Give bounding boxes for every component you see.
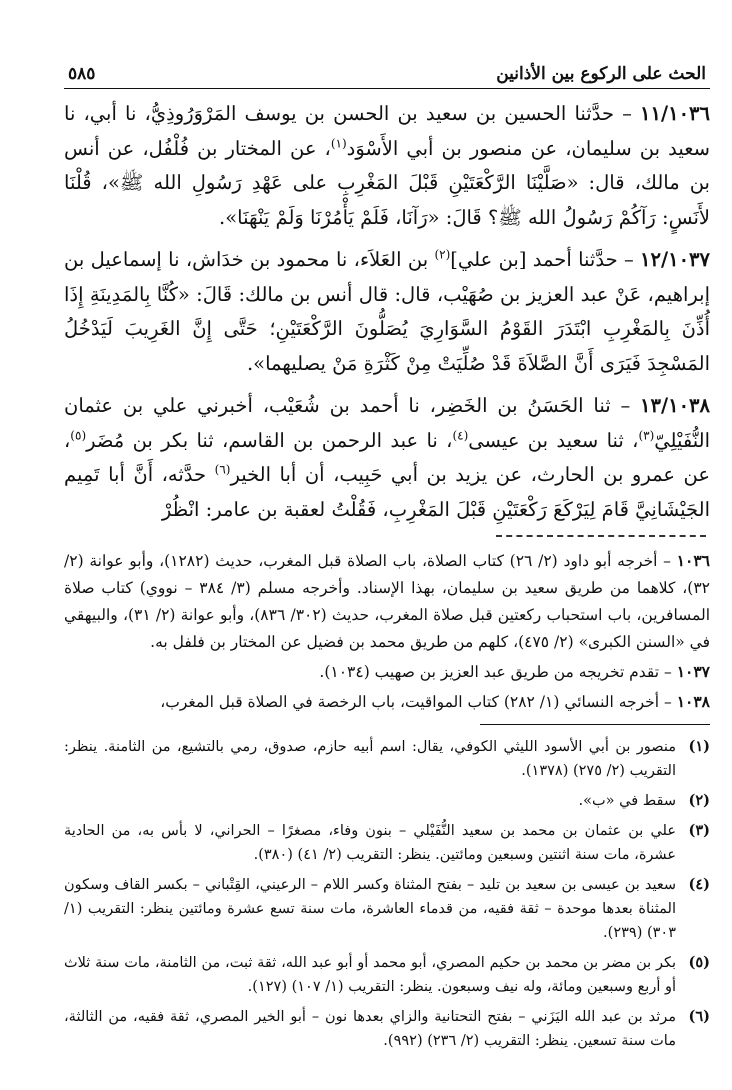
- takhrij-number: ١٠٣٧: [676, 662, 710, 681]
- footnotes-section: [64, 735, 710, 1053]
- footnote-number: (٣): [688, 822, 710, 839]
- takhrij-section: [64, 547, 710, 716]
- hadith-1037: [64, 243, 710, 381]
- takhrij-number: ١٠٣٦: [676, 551, 710, 570]
- hadith-1036: [64, 97, 710, 235]
- footnote-ref: (١): [330, 136, 347, 150]
- footnote-ref: (٢): [434, 247, 451, 262]
- hadith-text: – حدَّثنا أحمد [بن علي]: [450, 248, 634, 271]
- footnote-text: مرثد بن عبد الله اليَزَني – بفتح التحتانية والزاي بعدها نون – أبو الخير المصري، ثقة فقيه، من الثالثة، مات سنة تسعين. ينظر: التقريب (٢/ ٢٣٦) (٩٩٢).: [64, 1009, 676, 1049]
- footnote-text: علي بن عثمان بن محمد بن سعيد النُّفَيْلي – بنون وفاء، مصغرًا – الحراني، لا بأس به، من الحادية عشرة، مات سنة اثنتين وسبعين ومائتين. ينظر: التقريب (٢/ ٤١) (٣٨٠).: [64, 823, 676, 863]
- footnote-number: (١): [688, 738, 710, 755]
- main-text: [64, 97, 710, 527]
- takhrij-text: – أخرجه أبو داود (٢/ ٢٦) كتاب الصلاة، باب الصلاة قبل المغرب، حديث (١٢٨٢)، وأبو عوانة (٢/ ٣٢)، كلاهما من طريق سعيد بن سليمان، بهذا الإسناد. وأخرجه مسلم (٣/ ٣٨٤ – نووي) كتاب صلاة المسافرين، باب استحباب ركعتين قبل صلاة المغرب، حديث (٣٠٢/ ٨٣٦)، وأبو عوانة (٢/ ٣١)، والبيهقي في «السنن الكبرى» (٢/ ٤٧٥)، كلهم من طريق محمد بن فضيل عن المختار بن فلفل به.: [64, 552, 711, 651]
- hadith-text: – حدَّثنا الحسين بن سعيد بن الحسن بن يوسف المَرْوَرُوذِيُّ، نا أبي، نا سعيد بن سليمان، عن منصور بن أبي الأَسْوَد: [64, 102, 711, 160]
- footnote-ref: (٦): [214, 462, 231, 477]
- hadith-text: – ثنا الحَسَنُ بن الخَضِر، نا أحمد بن شُعَيْب، أخبرني علي بن عثمان النُّفَيْلِيّ: [64, 394, 710, 452]
- hadith-number: ١٣/١٠٣٨: [640, 394, 710, 417]
- book-page: [64, 50, 710, 1059]
- hadith-text: ، نا عبد الرحمن بن القاسم، ثنا بكر بن مُضَر: [86, 428, 453, 452]
- footnote-number: (٥): [688, 954, 710, 971]
- hadith-number: ١١/١٠٣٦: [640, 102, 710, 125]
- running-title: الحث على الركوع بين الأذانين: [496, 64, 706, 84]
- footnote-number: (٦): [688, 1008, 710, 1025]
- footnote-number: (٤): [688, 876, 710, 893]
- footnote-text: سعيد بن عيسى بن سعيد بن تليد – بفتح المثناة وكسر اللام – الرعيني، القِتْباني – بكسر القاف وسكون المثناة بعدها موحدة – ثقة فقيه، من قدماء العاشرة، مات سنة تسع عشرة ومائتين ينظر: التقريب (١/ ٣٠٣) (٢٣٩).: [64, 877, 676, 941]
- footnote-separator: [480, 724, 710, 725]
- dashed-separator: [496, 535, 706, 537]
- takhrij-number: ١٠٣٨: [676, 692, 710, 711]
- hadith-text: ، ثنا سعيد بن عيسى: [468, 428, 639, 452]
- hadith-text: حدَّثه، أَنَّ أبا تَمِيم الجَيْشَانِيَّ قَامَ لِيَرْكَعَ رَكْعَتَيْنِ قَبْلَ المَغْرِبِ، فَقُلْتُ لعقبة بن عامر: انْظُرْ: [64, 463, 710, 521]
- footnote-number: (٢): [688, 792, 710, 809]
- takhrij-text: – أخرجه النسائي (١/ ٢٨٢) كتاب المواقيت، باب الرخصة في الصلاة قبل المغرب،: [160, 693, 672, 711]
- footnote-item: [64, 789, 710, 813]
- hadith-text: بن العَلاَء، نا محمود بن خدَاش، نا إسماعيل بن إبراهيم، عَنْ عبد العزيز بن صُهَيْب، قال: قال أنس بن مالك: قَالَ: «كُنَّا بِالمَدِينَةِ إِذَا أُذِّنَ بِالمَغْرِبِ ابْتَدَرَ القَوْمُ السَّوَارِيَ يُصَلُّونَ الرَّكْعَتَيْنِ؛ حَتَّى إِنَّ الغَرِيبَ لَيَدْخُلُ المَسْجِدَ فَيَرَى أَنَّ الصَّلاَةَ قَدْ صُلِّيَتْ مِنْ كَثْرَةِ مَنْ يصليهما».: [64, 248, 710, 375]
- hadith-1038: [64, 389, 710, 527]
- footnote-text: بكر بن مضر بن محمد بن حكيم المصري، أبو محمد أو أبو عبد الله، ثقة ثبت، من الثامنة، مات سنة ثلاث أو أربع وسبعين ومائة، وله نيف وسبعون. ينظر: التقريب (١/ ١٠٧) (١٢٧).: [64, 955, 676, 995]
- footnote-item: [64, 951, 710, 999]
- hadith-number: ١٢/١٠٣٧: [640, 248, 710, 271]
- hadith-text: ، عن المختار بن فُلْفُل، عن أنس بن مالك، قال: «صَلَّيْنَا الرَّكْعَتَيْنِ قَبْلَ المَغْرِبِ على عَهْدِ رَسُولِ الله ﷺ»، قُلْنَا لأَنَسٍ: رَآكُمْ رَسُولُ الله ﷺ؟ قَالَ: «رَآنَا، فَلَمْ يَأْمُرْنَا وَلَمْ يَنْهَنَا».: [64, 136, 710, 229]
- footnote-item: [64, 1005, 710, 1053]
- takhrij-item: [64, 658, 710, 686]
- takhrij-text: – تقدم تخريجه من طريق عبد العزيز بن صهيب (١٠٣٤).: [319, 663, 672, 681]
- takhrij-item: [64, 688, 710, 716]
- footnote-ref: (٤): [452, 428, 469, 442]
- footnote-item: [64, 873, 710, 945]
- page-number: ٥٨٥: [68, 64, 96, 84]
- footnote-text: سقط في «ب».: [578, 793, 676, 809]
- footnote-text: منصور بن أبي الأسود الليثي الكوفي، يقال: اسم أبيه حازم، صدوق، رمي بالتشيع، من الثامنة. ينظر: التقريب (٢/ ٢٧٥) (١٣٧٨).: [64, 739, 676, 779]
- hadith-text: ، عن عمرو بن الحارث، عن يزيد بن أبي حَبِيب، أن أبا الخير: [64, 428, 710, 486]
- footnote-ref: (٥): [70, 428, 87, 442]
- footnote-item: [64, 735, 710, 783]
- footnote-ref: (٣): [638, 428, 655, 442]
- footnote-item: [64, 819, 710, 867]
- takhrij-item: [64, 547, 710, 656]
- page-header: [64, 50, 710, 89]
